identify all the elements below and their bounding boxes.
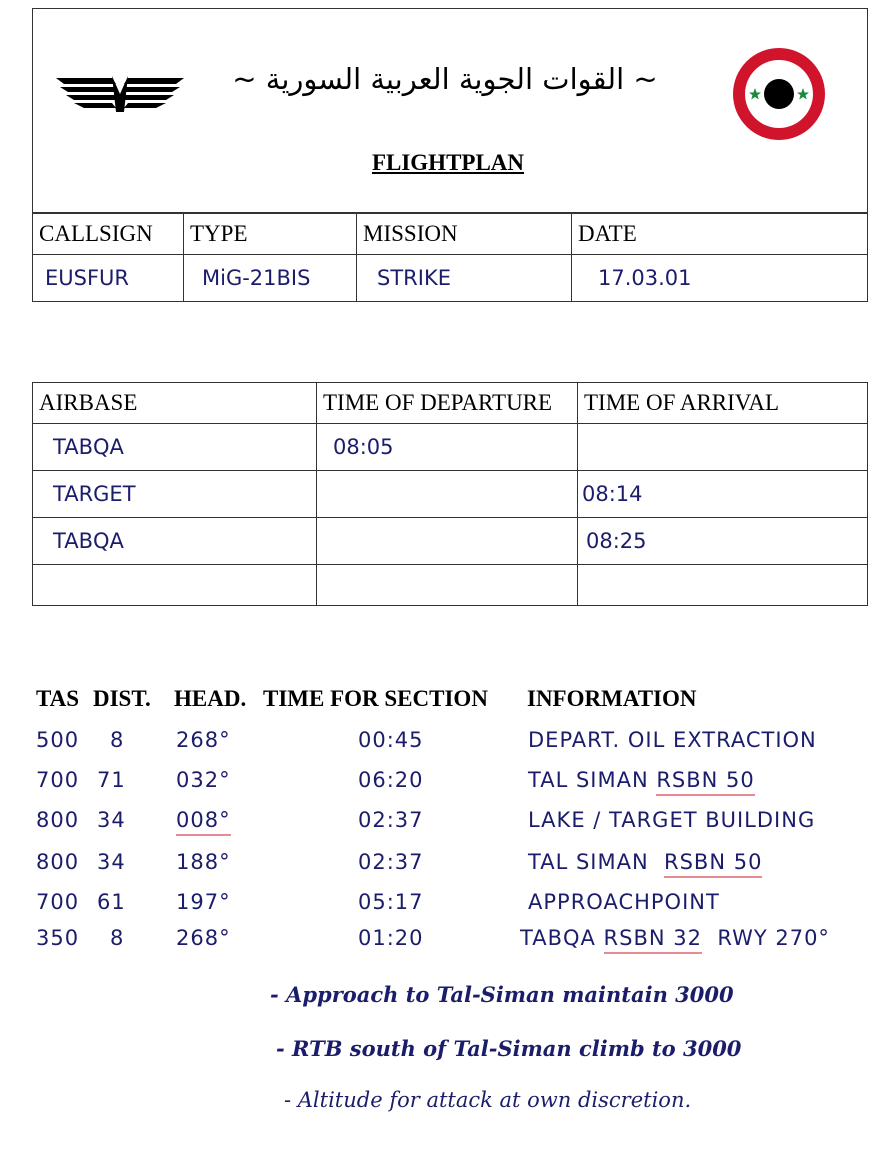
time-value: 06:20 (358, 768, 424, 792)
roundel-icon (731, 46, 827, 142)
table-row (33, 424, 868, 471)
heading-value: 268° (176, 926, 231, 950)
dist-value: 8 (110, 926, 125, 950)
header-airbase: AIRBASE (33, 383, 317, 424)
header-dist: DIST. (93, 686, 151, 711)
arrival-cell: 08:14 (578, 471, 868, 518)
heading-value: 268° (176, 728, 231, 752)
departure-cell: 08:05 (317, 424, 578, 471)
tas-value: 350 (36, 926, 80, 950)
info-value (528, 850, 762, 874)
time-value: 00:45 (358, 728, 424, 752)
tas-value: 700 (36, 890, 80, 914)
header-info: INFORMATION (527, 686, 697, 711)
dist-value: 8 (110, 728, 125, 752)
note: - Approach to Tal-Siman maintain 3000 (270, 982, 734, 1007)
type-value: MiG-21BIS (184, 255, 357, 302)
info-underlined-text: RSBN 32 (604, 926, 702, 954)
header-arrival: TIME OF ARRIVAL (578, 383, 868, 424)
info-text: LAKE / TARGET BUILDING (528, 808, 816, 832)
mission-table-value-row (33, 255, 868, 302)
heading-value: 197° (176, 890, 231, 914)
departure-cell (317, 565, 578, 606)
header-callsign: CALLSIGN (33, 214, 184, 255)
header-type: TYPE (184, 214, 357, 255)
time-value: 02:37 (358, 850, 424, 874)
time-value: 02:37 (358, 808, 424, 832)
header-tas: TAS (36, 686, 80, 711)
dist-value: 34 (97, 808, 126, 832)
tas-value: 500 (36, 728, 80, 752)
mission-value: STRIKE (357, 255, 572, 302)
departure-cell (317, 518, 578, 565)
info-value (528, 808, 815, 832)
header-head: HEAD. (174, 686, 247, 711)
info-value (520, 926, 830, 950)
dist-value: 61 (97, 890, 126, 914)
info-text: DEPART. OIL EXTRACTION (528, 728, 817, 752)
document-title: FLIGHTPLAN (371, 150, 525, 175)
info-text: TAL SIMAN (528, 768, 657, 792)
dist-value: 71 (97, 768, 126, 792)
table-row (33, 565, 868, 606)
heading-value: 032° (176, 768, 231, 792)
info-extra-text: RWY 270° (701, 926, 830, 950)
arabic-title: ~ القوات الجوية العربية السورية ~ (232, 62, 658, 96)
info-text: TABQA (520, 926, 604, 950)
tas-value: 700 (36, 768, 80, 792)
mission-table-header-row (33, 214, 868, 255)
arrival-cell (578, 424, 868, 471)
airbase-table (32, 382, 868, 606)
arrival-cell: 08:25 (578, 518, 868, 565)
arrival-cell (578, 565, 868, 606)
table-row (33, 518, 868, 565)
tas-value: 800 (36, 850, 80, 874)
mission-table (32, 213, 868, 302)
winged-emblem-icon (54, 70, 186, 114)
info-underlined-text: RSBN 50 (656, 768, 754, 796)
time-value: 05:17 (358, 890, 424, 914)
header-time: TIME FOR SECTION (263, 686, 488, 711)
departure-cell (317, 471, 578, 518)
airbase-cell: TABQA (33, 518, 317, 565)
header-date: DATE (572, 214, 868, 255)
info-value (528, 890, 720, 914)
tas-value: 800 (36, 808, 80, 832)
callsign-value: EUSFUR (33, 255, 184, 302)
note: - Altitude for attack at own discretion. (284, 1088, 692, 1112)
header-departure: TIME OF DEPARTURE (317, 383, 578, 424)
airbase-cell: TARGET (33, 471, 317, 518)
time-value: 01:20 (358, 926, 424, 950)
airbase-cell: TABQA (33, 424, 317, 471)
info-value (528, 768, 755, 792)
info-underlined-text: RSBN 50 (664, 850, 762, 878)
date-value: 17.03.01 (572, 255, 868, 302)
info-text: TAL SIMAN (528, 850, 665, 874)
heading-value: 188° (176, 850, 231, 874)
dist-value: 34 (97, 850, 126, 874)
info-value (528, 728, 817, 752)
airbase-cell (33, 565, 317, 606)
note: - RTB south of Tal-Siman climb to 3000 (276, 1036, 742, 1061)
airbase-table-header-row (33, 383, 868, 424)
info-text: APPROACHPOINT (528, 890, 720, 914)
heading-value: 008° (176, 808, 231, 836)
header-mission: MISSION (357, 214, 572, 255)
table-row (33, 471, 868, 518)
